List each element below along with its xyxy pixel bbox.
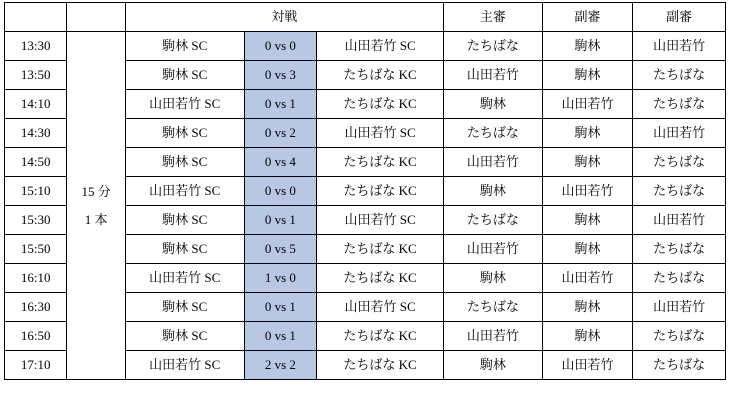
duration-line-2: 1 本 [84,211,108,227]
cell-away-team: たちばな KC [317,90,444,119]
cell-assistant2: たちばな [633,90,726,119]
cell-referee: 山田若竹 [444,148,543,177]
cell-home-team: 山田若竹 SC [125,90,244,119]
cell-assistant1: 駒林 [542,61,633,90]
cell-score: 1 vs 0 [244,264,317,293]
cell-away-team: たちばな KC [317,61,444,90]
cell-away-team: 山田若竹 SC [317,119,444,148]
cell-assistant2: 山田若竹 [633,119,726,148]
header-row [5,3,726,32]
cell-score: 2 vs 2 [244,351,317,380]
cell-assistant1: 駒林 [542,293,633,322]
cell-time: 16:50 [5,322,67,351]
cell-home-team: 山田若竹 SC [125,264,244,293]
cell-assistant2: たちばな [633,177,726,206]
cell-score: 0 vs 1 [244,90,317,119]
cell-away-team: たちばな KC [317,148,444,177]
cell-referee: たちばな [444,119,543,148]
cell-home-team: 駒林 SC [125,235,244,264]
cell-referee: 駒林 [444,90,543,119]
table-header [5,3,726,32]
cell-away-team: 山田若竹 SC [317,206,444,235]
cell-assistant2: たちばな [633,235,726,264]
cell-time: 14:10 [5,90,67,119]
cell-score: 0 vs 4 [244,148,317,177]
cell-away-team: 山田若竹 SC [317,293,444,322]
header-match: 対戦 [125,3,443,32]
cell-time: 16:30 [5,293,67,322]
cell-referee: 山田若竹 [444,61,543,90]
cell-home-team: 駒林 SC [125,322,244,351]
cell-assistant1: 駒林 [542,235,633,264]
cell-assistant2: 山田若竹 [633,293,726,322]
header-referee: 主審 [444,3,543,32]
cell-time: 17:10 [5,351,67,380]
cell-assistant2: 山田若竹 [633,206,726,235]
table-row [5,32,726,61]
cell-score: 0 vs 0 [244,32,317,61]
cell-away-team: たちばな KC [317,351,444,380]
cell-away-team: たちばな KC [317,264,444,293]
cell-assistant2: たちばな [633,264,726,293]
cell-assistant1: 山田若竹 [542,264,633,293]
cell-time: 13:30 [5,32,67,61]
cell-score: 0 vs 1 [244,206,317,235]
cell-time: 15:50 [5,235,67,264]
cell-home-team: 駒林 SC [125,148,244,177]
cell-score: 0 vs 1 [244,293,317,322]
cell-away-team: たちばな KC [317,322,444,351]
cell-assistant1: 駒林 [542,119,633,148]
cell-assistant1: 山田若竹 [542,90,633,119]
cell-assistant2: 山田若竹 [633,32,726,61]
cell-time: 15:10 [5,177,67,206]
cell-score: 0 vs 2 [244,119,317,148]
cell-score: 0 vs 1 [244,322,317,351]
cell-referee: たちばな [444,293,543,322]
cell-time: 16:10 [5,264,67,293]
cell-referee: 山田若竹 [444,322,543,351]
schedule-sheet [0,2,730,402]
cell-assistant2: たちばな [633,148,726,177]
header-time-blank [5,3,67,32]
duration-line-1: 15 分 [81,183,111,199]
cell-assistant1: 山田若竹 [542,351,633,380]
cell-assistant2: たちばな [633,351,726,380]
cell-home-team: 駒林 SC [125,61,244,90]
cell-referee: 駒林 [444,177,543,206]
cell-time: 13:50 [5,61,67,90]
cell-away-team: 山田若竹 SC [317,32,444,61]
cell-home-team: 駒林 SC [125,293,244,322]
cell-score: 0 vs 5 [244,235,317,264]
cell-duration [67,32,125,380]
cell-referee: 山田若竹 [444,235,543,264]
cell-assistant1: 駒林 [542,148,633,177]
cell-assistant1: 駒林 [542,206,633,235]
cell-assistant1: 駒林 [542,32,633,61]
cell-time: 14:50 [5,148,67,177]
cell-assistant2: たちばな [633,61,726,90]
cell-assistant2: たちばな [633,322,726,351]
cell-time: 14:30 [5,119,67,148]
cell-referee: たちばな [444,206,543,235]
cell-referee: 駒林 [444,264,543,293]
table-body [5,32,726,380]
header-assistant2: 副審 [633,3,726,32]
cell-away-team: たちばな KC [317,235,444,264]
cell-home-team: 駒林 SC [125,206,244,235]
cell-score: 0 vs 3 [244,61,317,90]
cell-home-team: 駒林 SC [125,119,244,148]
cell-time: 15:30 [5,206,67,235]
header-duration-blank [67,3,125,32]
cell-referee: 駒林 [444,351,543,380]
cell-home-team: 駒林 SC [125,32,244,61]
cell-assistant1: 駒林 [542,322,633,351]
cell-referee: たちばな [444,32,543,61]
cell-home-team: 山田若竹 SC [125,351,244,380]
cell-assistant1: 山田若竹 [542,177,633,206]
cell-score: 0 vs 0 [244,177,317,206]
header-assistant1: 副審 [542,3,633,32]
match-schedule-table [4,2,726,380]
cell-home-team: 山田若竹 SC [125,177,244,206]
cell-away-team: たちばな KC [317,177,444,206]
